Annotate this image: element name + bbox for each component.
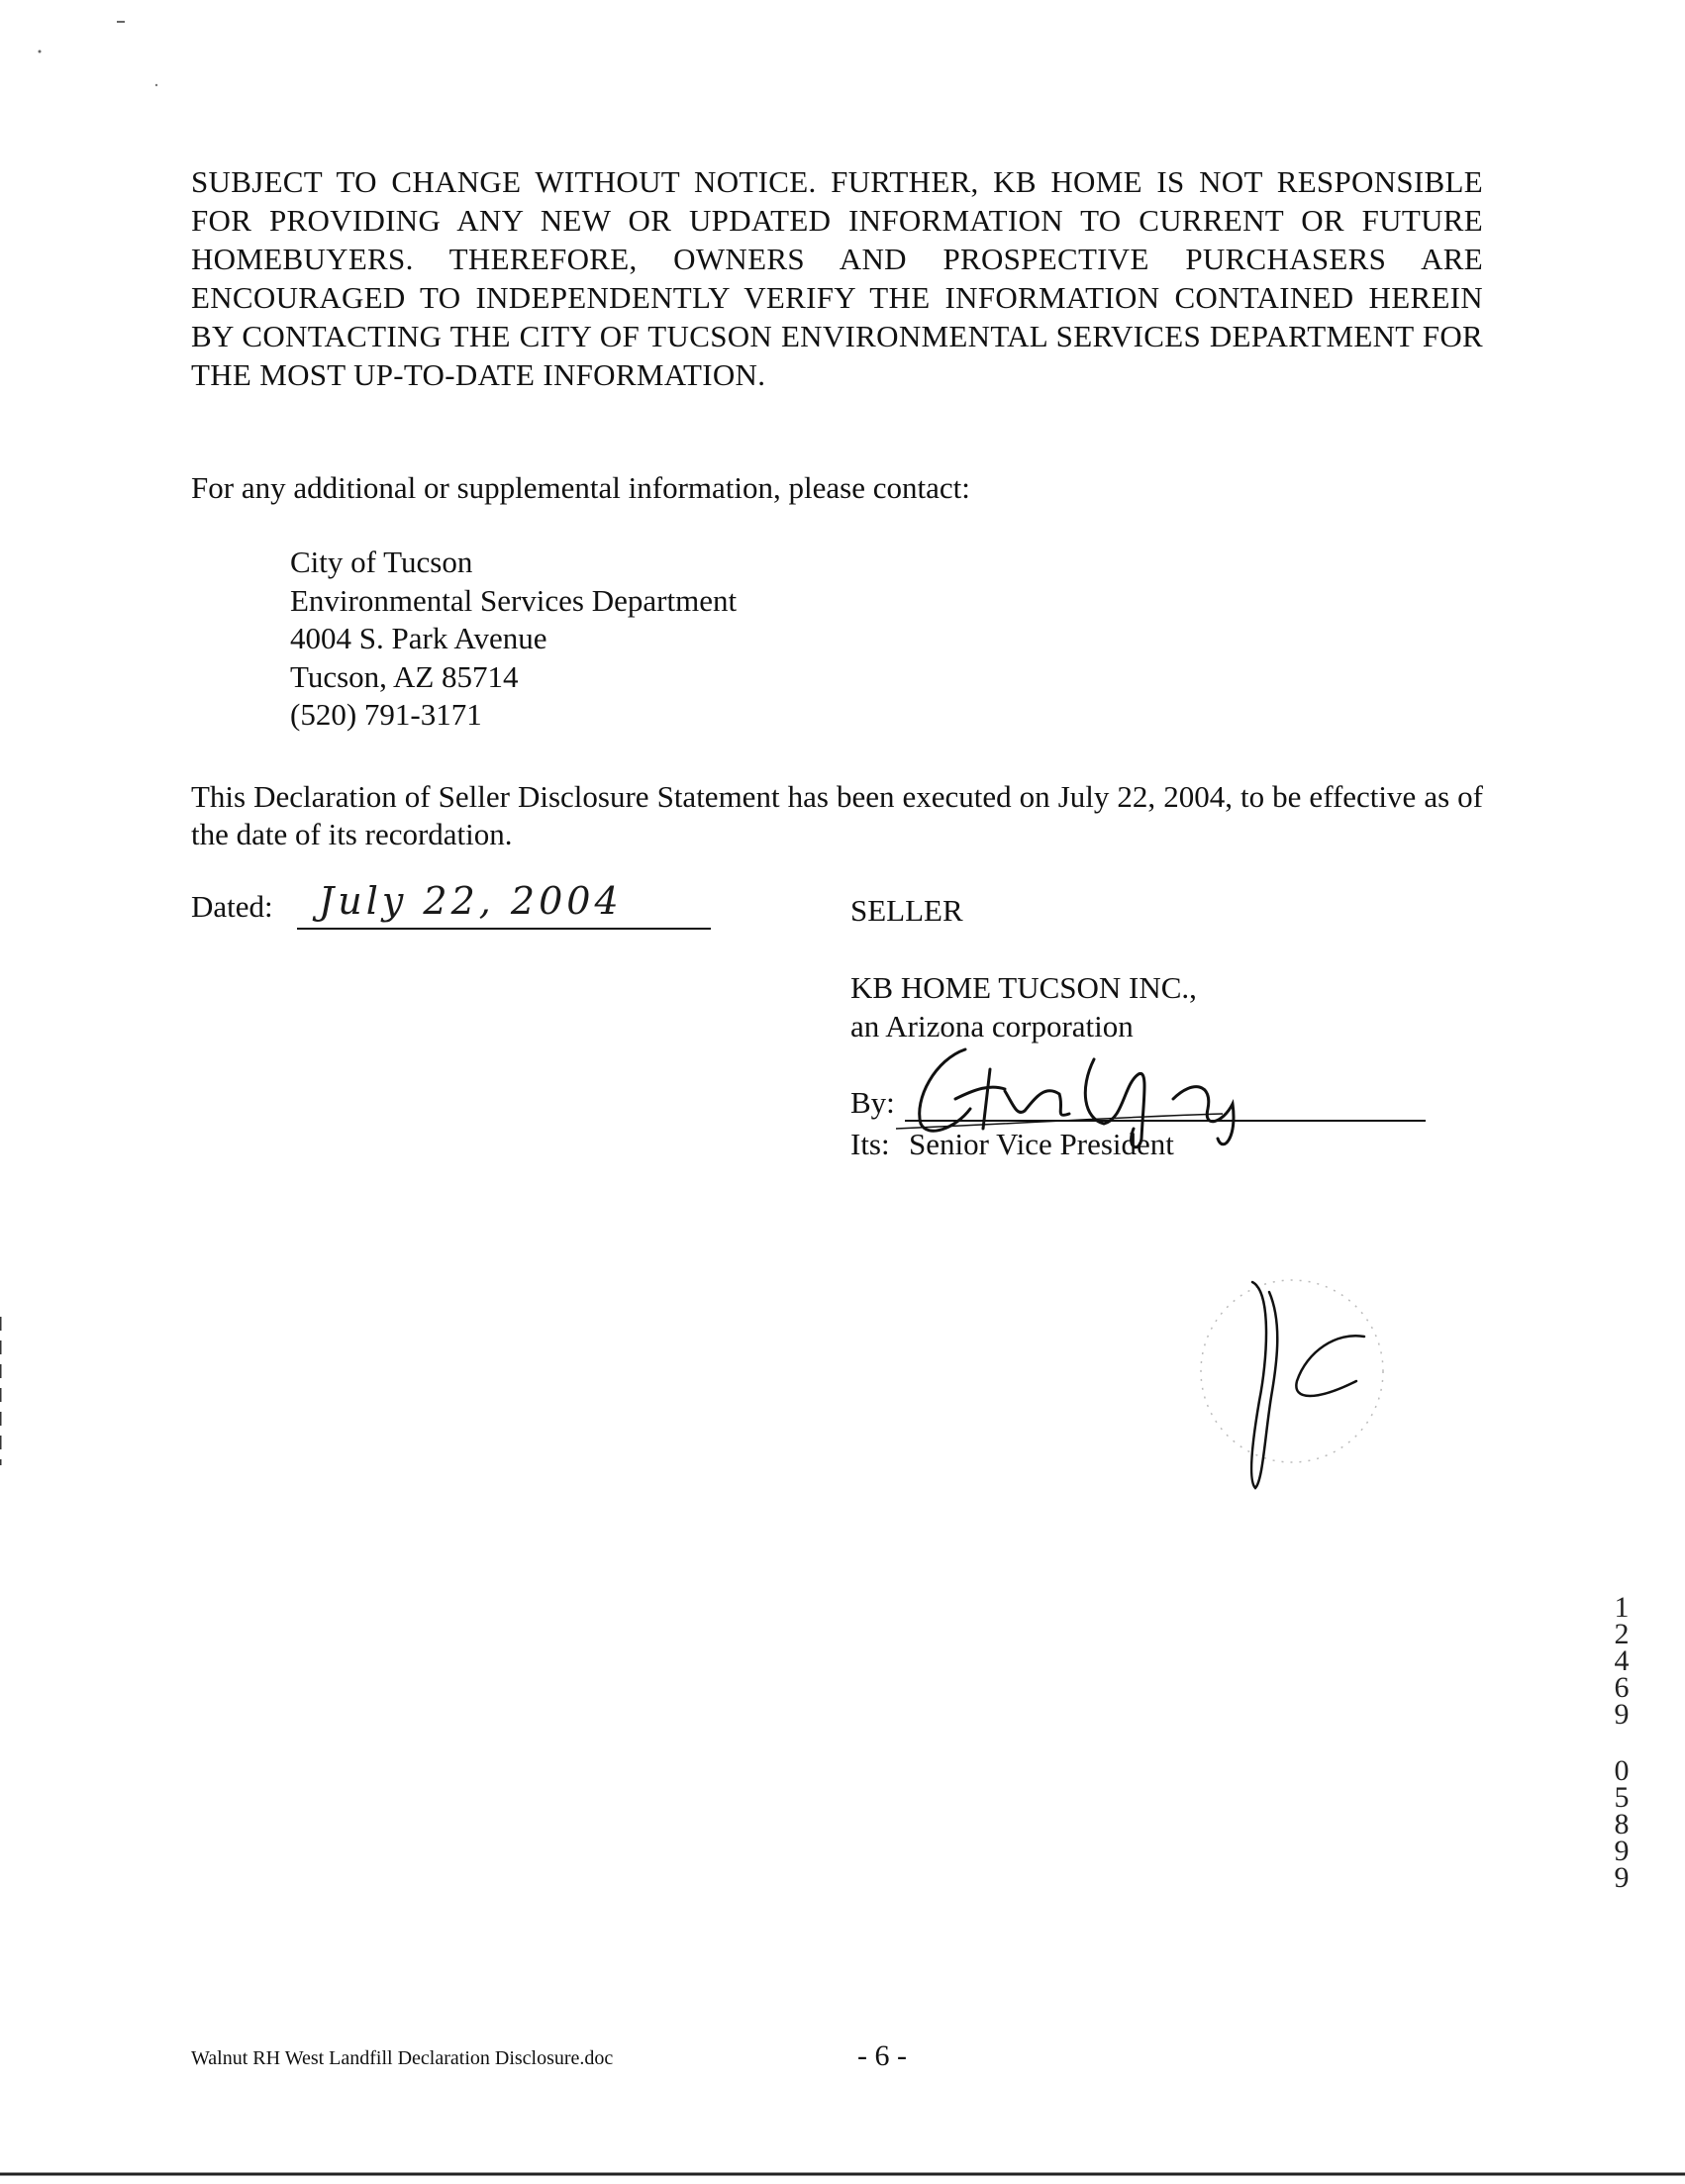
disclaimer-paragraph: SUBJECT TO CHANGE WITHOUT NOTICE. FURTHER, KB HOME IS NOT RESPONSIBLE FOR PROVIDING ANY NEW OR UPDATED INFORMATION TO CURRENT OR FUTURE HOMEBUYERS. THEREFORE, OWNERS AND PROSPECTIVE PURCHASERS ARE ENCOURAGED TO INDEPENDENTLY VERIFY THE INFORMATION CONTAINED HEREIN BY CONTACTING THE CITY OF TUCSON ENVIRONMENTAL SERVICES DEPARTMENT FOR THE MOST UP-TO-DATE INFORMATION. xyxy=(191,164,1483,392)
address-line-org: City of Tucson xyxy=(290,545,473,579)
address-line-street: 4004 S. Park Avenue xyxy=(290,621,547,655)
recording-number-part-2: 0 5 8 9 9 xyxy=(1614,1754,1630,1894)
address-line-dept: Environmental Services Department xyxy=(290,582,738,618)
contact-address xyxy=(290,544,737,735)
footer-filename: Walnut RH West Landfill Declaration Disclosure.doc xyxy=(191,2047,614,2069)
recording-number-part-1: 1 2 4 6 9 xyxy=(1614,1591,1630,1731)
contact-intro: For any additional or supplemental information, please contact: xyxy=(191,470,970,505)
footer-page-number: - 6 - xyxy=(857,2039,907,2072)
handwritten-signature xyxy=(896,1030,1332,1158)
by-label: By: xyxy=(850,1085,895,1120)
signer-title: Senior Vice President xyxy=(909,1127,1174,1161)
dated-label: Dated: xyxy=(191,889,273,924)
seller-corporation-type: an Arizona corporation xyxy=(850,1009,1134,1043)
recording-margin-number xyxy=(1604,1591,1639,1894)
seller-label: SELLER xyxy=(850,893,963,928)
its-label: Its: xyxy=(850,1127,890,1161)
dated-signature-line xyxy=(297,928,711,930)
declaration-paragraph: This Declaration of Seller Disclosure Statement has been executed on July 22, 2004, to be effective as of the date of its recordation. xyxy=(191,779,1483,851)
initials-stamp xyxy=(1178,1252,1416,1500)
address-line-city: Tucson, AZ 85714 xyxy=(290,658,519,694)
dated-handwritten-value: July 22, 2004 xyxy=(319,879,623,923)
address-line-phone: (520) 791-3171 xyxy=(290,697,482,732)
seller-company-name: KB HOME TUCSON INC., xyxy=(850,970,1197,1005)
